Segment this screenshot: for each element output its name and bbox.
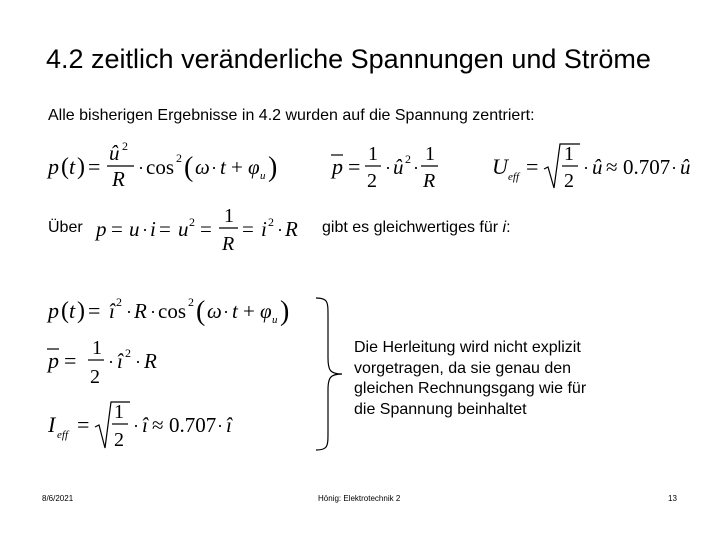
svg-text:·: ·: [217, 416, 223, 436]
formula-power-relation: [92, 200, 307, 260]
equivalent-text: [322, 219, 511, 237]
svg-text:R: R: [222, 233, 235, 255]
curly-brace: [312, 296, 348, 456]
svg-text:·: ·: [413, 158, 419, 178]
svg-text:=: =: [159, 217, 171, 241]
svg-text:p: p: [48, 154, 59, 179]
svg-text:≈: ≈: [152, 413, 164, 437]
svg-text:R: R: [285, 217, 298, 241]
svg-text:eff: eff: [57, 429, 68, 441]
note-text: Die Herleitung wird nicht explizit vorgetragen, da sie genau den gleichen Rechnungsgang wie für die Spannung beinhaltet: [354, 339, 587, 418]
svg-text:i: i: [150, 217, 156, 241]
svg-text:·: ·: [126, 302, 132, 322]
svg-text:p: p: [332, 154, 343, 179]
uber-label: Über: [48, 219, 83, 236]
svg-text:ω: ω: [207, 299, 222, 323]
svg-text:1: 1: [92, 337, 102, 359]
svg-text:2: 2: [564, 170, 574, 192]
svg-text:): ): [77, 298, 85, 324]
svg-text:·: ·: [583, 158, 589, 178]
svg-text:=: =: [242, 217, 254, 241]
footer-page-number: 13: [668, 494, 677, 503]
formula-current-mean-power: [44, 336, 174, 396]
slide-title: 4.2 zeitlich veränderliche Spannungen und Ströme: [46, 44, 651, 74]
svg-text:2: 2: [116, 295, 122, 309]
svg-text:=: =: [64, 348, 77, 373]
svg-text:t: t: [220, 155, 226, 179]
svg-text:1: 1: [224, 205, 234, 227]
svg-text:eff: eff: [508, 171, 519, 183]
svg-text:û: û: [680, 155, 691, 179]
svg-text:=: =: [111, 217, 123, 241]
svg-text:(: (: [184, 152, 194, 183]
formula-current-power: [44, 286, 294, 336]
svg-text:u: u: [129, 217, 140, 241]
svg-text:p: p: [96, 217, 107, 241]
equivalent-variable: i: [502, 219, 507, 236]
svg-text:R: R: [144, 349, 157, 373]
svg-text:î: î: [226, 413, 232, 437]
svg-text:): ): [77, 154, 85, 180]
svg-text:·: ·: [385, 158, 391, 178]
svg-text:t: t: [69, 154, 76, 179]
svg-text:·: ·: [223, 302, 229, 322]
svg-text:=: =: [88, 154, 101, 179]
svg-text:t: t: [69, 298, 76, 323]
svg-text:·: ·: [138, 158, 144, 178]
svg-text:=: =: [200, 217, 212, 241]
footer-date: 8/6/2021: [42, 494, 74, 503]
svg-text:2: 2: [90, 366, 100, 388]
svg-text:i: i: [261, 217, 267, 241]
svg-text:R: R: [134, 299, 147, 323]
svg-text:·: ·: [211, 158, 217, 178]
svg-text:2: 2: [125, 346, 131, 360]
svg-text:u: u: [272, 314, 278, 326]
svg-text:φ: φ: [260, 299, 272, 323]
svg-text:î: î: [142, 413, 148, 437]
svg-text:2: 2: [189, 215, 195, 229]
svg-text:cos: cos: [146, 155, 174, 179]
svg-text:î: î: [117, 349, 123, 373]
svg-text:û: û: [109, 141, 120, 165]
svg-text:·: ·: [135, 352, 141, 372]
svg-text:·: ·: [671, 158, 677, 178]
svg-text:+: +: [243, 299, 255, 323]
svg-text:·: ·: [108, 352, 114, 372]
svg-text:·: ·: [133, 416, 139, 436]
svg-text:(: (: [196, 296, 206, 327]
svg-text:R: R: [112, 167, 125, 191]
formula-voltage-power: [44, 136, 284, 196]
formula-voltage-mean-power: [328, 136, 448, 196]
svg-text:(: (: [61, 298, 69, 324]
svg-text:1: 1: [368, 143, 378, 165]
svg-text:=: =: [77, 412, 90, 437]
svg-text:t: t: [232, 299, 238, 323]
svg-text:1: 1: [114, 401, 124, 423]
svg-text:p: p: [48, 348, 59, 373]
svg-text:u: u: [260, 170, 266, 182]
svg-text:2: 2: [188, 295, 194, 309]
svg-text:2: 2: [367, 170, 377, 192]
svg-text:û: û: [592, 155, 603, 179]
svg-text:2: 2: [405, 152, 411, 166]
svg-text:2: 2: [176, 151, 182, 165]
formula-current-effective: [44, 396, 274, 456]
svg-text:I: I: [48, 412, 56, 437]
formula-voltage-effective: [488, 136, 708, 196]
equivalent-colon: :: [506, 219, 511, 236]
svg-text:=: =: [88, 298, 101, 323]
svg-text:+: +: [231, 155, 243, 179]
svg-text:): ): [280, 296, 290, 327]
svg-text:1: 1: [425, 143, 435, 165]
footer-author: Hönig: Elektrotechnik 2: [318, 494, 401, 503]
svg-text:≈: ≈: [606, 155, 618, 179]
svg-text:cos: cos: [158, 299, 186, 323]
svg-text:): ): [268, 152, 278, 183]
svg-text:U: U: [492, 154, 508, 179]
svg-text:2: 2: [114, 429, 124, 451]
intro-text: Alle bisherigen Ergebnisse in 4.2 wurden auf die Spannung zentriert:: [48, 107, 535, 124]
svg-text:2: 2: [122, 139, 128, 153]
svg-text:·: ·: [150, 302, 156, 322]
svg-text:=: =: [526, 154, 539, 179]
svg-text:î: î: [109, 299, 115, 323]
svg-text:p: p: [48, 298, 59, 323]
svg-text:0.707: 0.707: [623, 155, 671, 179]
svg-text:·: ·: [277, 220, 283, 240]
svg-text:u: u: [178, 217, 189, 241]
svg-text:(: (: [61, 154, 69, 180]
svg-text:=: =: [348, 154, 361, 179]
svg-text:2: 2: [268, 215, 274, 229]
svg-text:û: û: [393, 155, 404, 179]
svg-text:0.707: 0.707: [169, 413, 217, 437]
equivalent-text-main: gibt es gleichwertiges für: [322, 219, 499, 236]
svg-text:ω: ω: [195, 155, 210, 179]
svg-text:R: R: [423, 170, 436, 192]
svg-text:1: 1: [564, 143, 574, 165]
svg-text:·: ·: [142, 220, 148, 240]
svg-text:φ: φ: [248, 155, 260, 179]
